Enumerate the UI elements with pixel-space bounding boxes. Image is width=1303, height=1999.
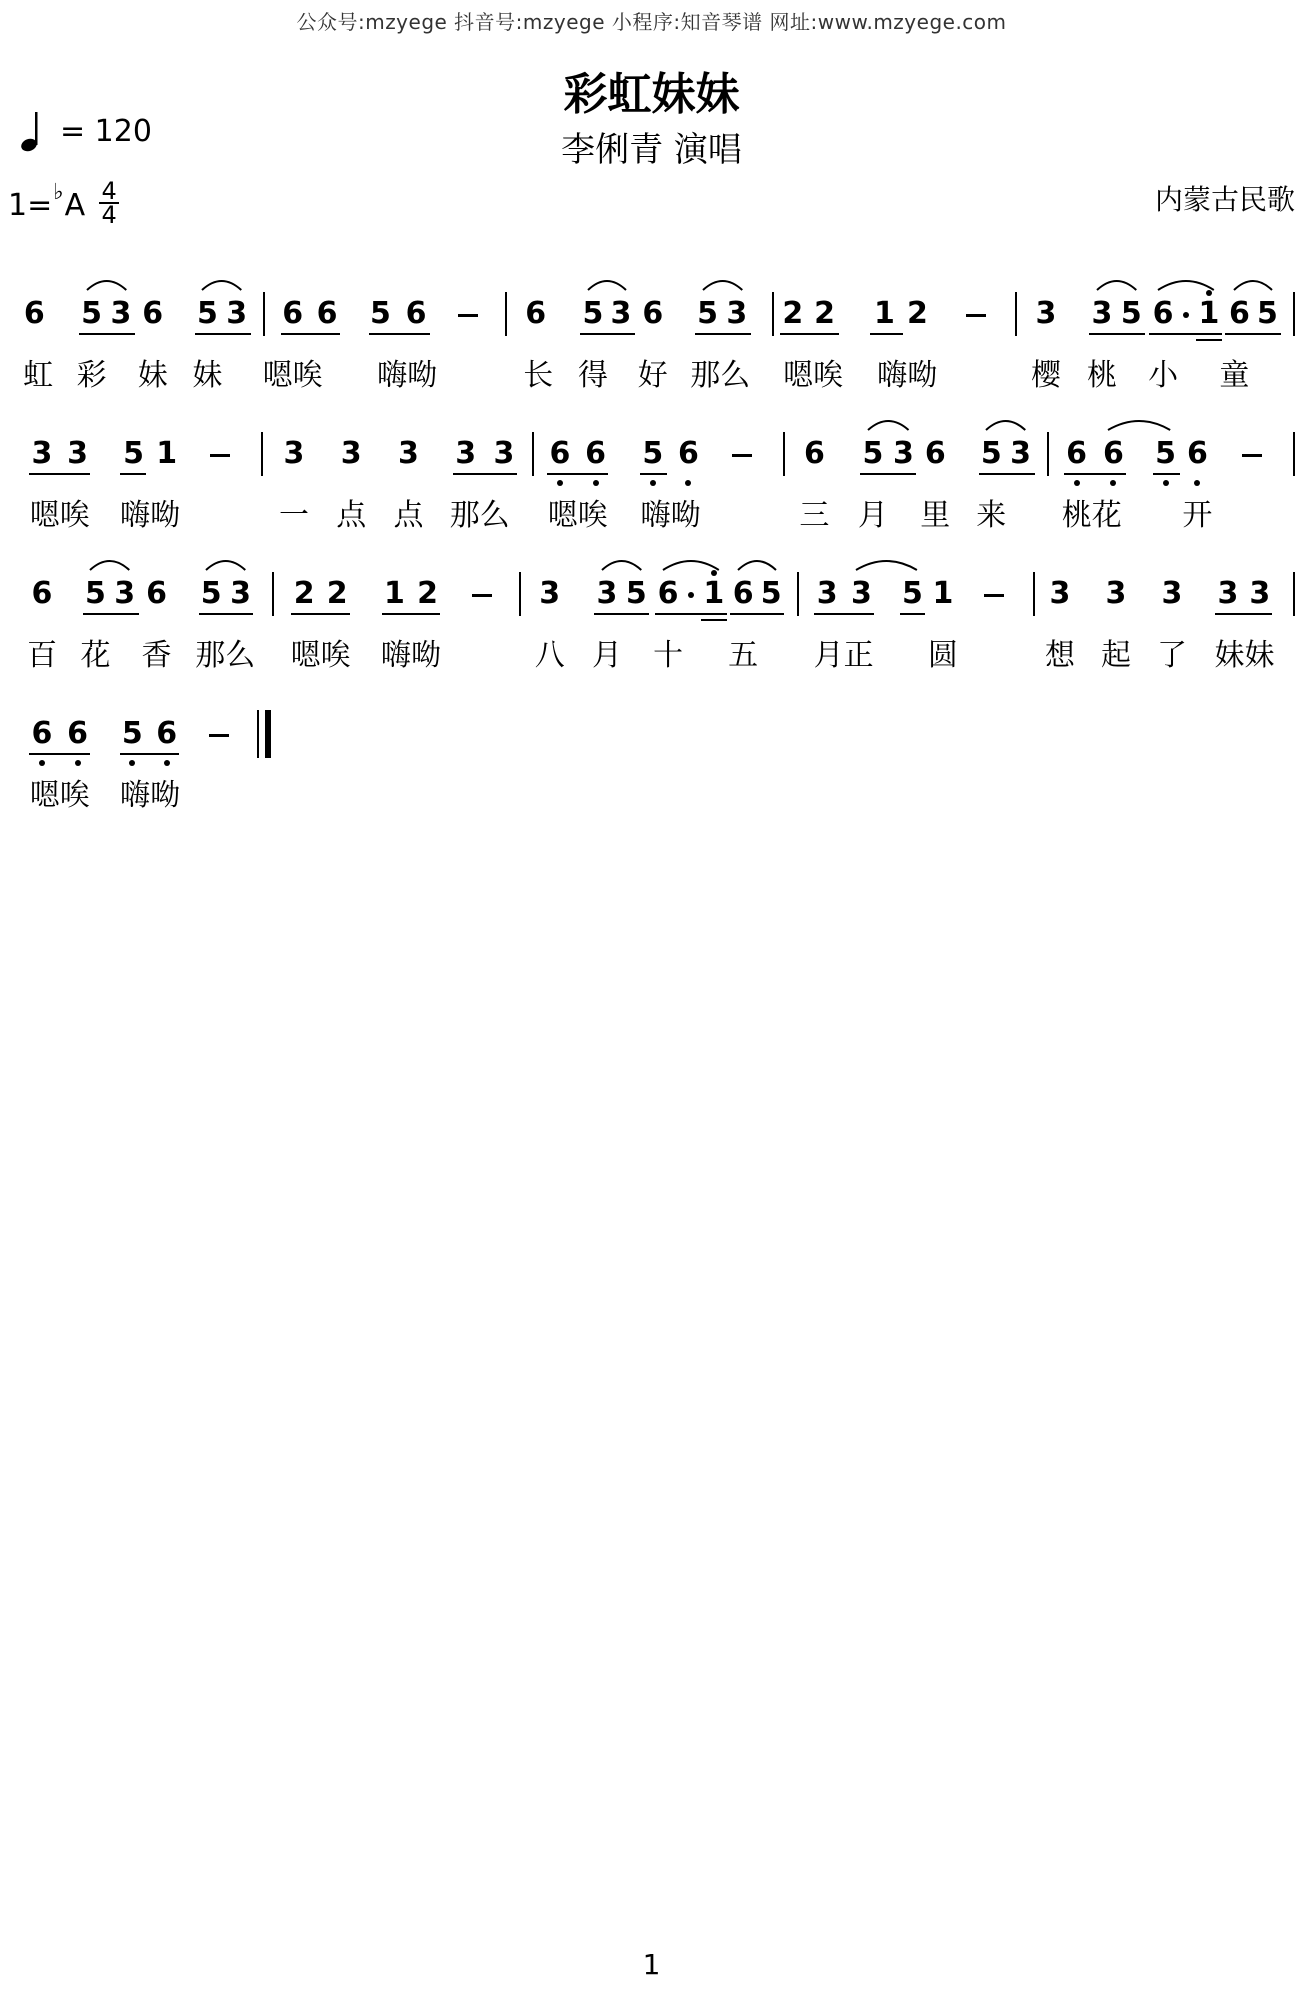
lyric: 妹 (192, 358, 223, 393)
augmentation-dot (1183, 312, 1189, 318)
lyric: 嗨呦 (120, 778, 181, 813)
lyric: 好 (637, 358, 668, 393)
note: 6 (1103, 436, 1124, 471)
score-line-4 (0, 716, 1303, 836)
lyric: 嗯唉 (29, 498, 90, 533)
beam-underline (291, 613, 350, 615)
note: 5 (200, 576, 222, 611)
note: 6 (31, 576, 53, 611)
note: 3 (1035, 296, 1057, 331)
lyric: 虹 (23, 358, 54, 393)
beam-underline (195, 333, 251, 335)
beam-underline (1225, 333, 1281, 335)
beam-underline-double (701, 619, 726, 621)
note: 3 (1249, 576, 1271, 611)
slur (1096, 276, 1137, 292)
note: 6 (732, 576, 754, 611)
slur (201, 276, 242, 292)
lyric: 圆 (927, 638, 958, 673)
note: 2 (417, 576, 438, 611)
note: 6 (657, 576, 679, 611)
lyric: 长 (523, 358, 554, 393)
lyric: 小 (1148, 358, 1179, 393)
note: 2 (326, 576, 348, 611)
lyric: 来 (976, 498, 1007, 533)
quarter-note-icon (20, 110, 42, 152)
note: 6 (316, 296, 338, 331)
slur (1233, 276, 1273, 292)
sustain-dash (1242, 454, 1262, 457)
barline (263, 292, 265, 336)
note: 3 (226, 296, 248, 331)
barline (505, 292, 507, 336)
note: 6 (677, 436, 699, 471)
note: 3 (726, 296, 748, 331)
final-barline-thin (257, 710, 259, 758)
barline (1047, 432, 1049, 476)
note: 6 (642, 296, 664, 331)
beam-underline (79, 333, 135, 335)
note: 3 (816, 576, 838, 611)
lyric: 嗯唉 (783, 358, 844, 393)
low-octave-dot (685, 480, 691, 486)
time-denominator: 4 (101, 201, 117, 229)
slur (867, 416, 910, 432)
beam-underline (655, 613, 726, 615)
score-line-3 (0, 576, 1303, 696)
beam-underline (979, 473, 1035, 475)
note: 3 (893, 436, 914, 471)
lyric: 桃 (1086, 358, 1117, 393)
lyric: 三 (799, 498, 830, 533)
sustain-dash (472, 594, 492, 597)
note: 3 (1010, 436, 1031, 471)
note: 2 (782, 296, 804, 331)
lyric: 嗨呦 (640, 498, 701, 533)
slur (1157, 276, 1215, 292)
note: 6 (31, 716, 53, 751)
song-origin: 内蒙古民歌 (1154, 183, 1295, 216)
beam-underline (83, 613, 139, 615)
low-octave-dot (1074, 480, 1080, 486)
beam-underline-double (1196, 339, 1221, 341)
note: 5 (760, 576, 782, 611)
beam-underline (29, 753, 90, 755)
note: 3 (31, 436, 53, 471)
slur (855, 556, 918, 572)
slur (737, 556, 777, 572)
lyric: 点 (393, 498, 424, 533)
beam-underline (1215, 613, 1272, 615)
note: 5 (697, 296, 718, 331)
low-octave-dot (75, 760, 81, 766)
lyric: 桃花 (1061, 498, 1122, 533)
lyric: 想 (1044, 638, 1075, 673)
lyric: 月 (857, 498, 888, 533)
note: 3 (493, 436, 515, 471)
note: 1 (156, 436, 178, 471)
time-signature (99, 177, 119, 229)
beam-underline (900, 613, 925, 615)
note: 6 (282, 296, 304, 331)
slur (601, 556, 642, 572)
sustain-dash (732, 454, 752, 457)
note: 6 (156, 716, 178, 751)
note: 3 (539, 576, 561, 611)
key-signature (8, 177, 119, 234)
sustain-dash (966, 314, 986, 317)
beam-underline (120, 473, 147, 475)
note: 3 (1161, 576, 1183, 611)
barline (1015, 292, 1017, 336)
slur (662, 556, 720, 572)
note: 6 (146, 576, 167, 611)
note: 3 (340, 436, 362, 471)
note: 5 (1155, 436, 1177, 471)
note: 6 (23, 296, 45, 331)
lyric: 八 (534, 638, 565, 673)
lyric: 嗯唉 (262, 358, 323, 393)
tempo-marking (20, 110, 152, 152)
lyric: 嗯唉 (547, 498, 608, 533)
sustain-dash (210, 454, 230, 457)
sustain-dash (458, 314, 478, 317)
note: 6 (549, 436, 571, 471)
note: 3 (610, 296, 632, 331)
note: 1 (873, 296, 895, 331)
low-octave-dot (164, 760, 170, 766)
low-octave-dot (557, 480, 563, 486)
page-number: 1 (642, 1948, 661, 1981)
note: 2 (293, 576, 315, 611)
note: 6 (585, 436, 606, 471)
note: 3 (455, 436, 477, 471)
slur (205, 556, 246, 572)
note: 1 (703, 576, 725, 611)
beam-underline (870, 333, 903, 335)
note: 6 (1066, 436, 1087, 471)
lyric: 嗨呦 (377, 358, 438, 393)
note: 1 (384, 576, 405, 611)
note: 5 (370, 296, 391, 331)
beam-underline (547, 473, 608, 475)
beam-underline (382, 613, 441, 615)
note: 5 (1120, 296, 1142, 331)
slur (89, 556, 130, 572)
note: 2 (814, 296, 836, 331)
note: 5 (1256, 296, 1278, 331)
beam-underline (1153, 473, 1180, 475)
slur (587, 276, 627, 292)
beam-underline (199, 613, 254, 615)
note: 1 (932, 576, 954, 611)
lyric: 月 (591, 638, 622, 673)
beam-underline (1149, 333, 1222, 335)
lyric: 彩 (76, 358, 107, 393)
barline (532, 432, 534, 476)
note: 5 (642, 436, 664, 471)
lyric: 百 (26, 638, 57, 673)
slur (702, 276, 743, 292)
note: 3 (1217, 576, 1239, 611)
sustain-dash (984, 594, 1004, 597)
low-octave-dot (593, 480, 599, 486)
sustain-dash (209, 734, 229, 737)
note: 3 (596, 576, 618, 611)
note: 3 (67, 436, 89, 471)
barline (1033, 572, 1035, 616)
beam-underline (814, 613, 874, 615)
note: 6 (1186, 436, 1208, 471)
note: 6 (924, 436, 946, 471)
low-octave-dot (1163, 480, 1169, 486)
lyric: 嗨呦 (120, 498, 181, 533)
beam-underline (29, 473, 90, 475)
barline (772, 292, 774, 336)
lyric: 樱 (1030, 358, 1061, 393)
note: 6 (525, 296, 547, 331)
note: 5 (625, 576, 647, 611)
barline (797, 572, 799, 616)
lyric: 香 (141, 638, 172, 673)
lyric: 嗨呦 (877, 358, 938, 393)
note: 5 (582, 296, 604, 331)
beam-underline (120, 753, 180, 755)
note: 6 (67, 716, 89, 751)
page-header: 公众号:mzyege 抖音号:mzyege 小程序:知音琴谱 网址:www.mzyege.com (296, 10, 1007, 34)
lyric: 了 (1156, 638, 1187, 673)
lyric: 月正 (813, 638, 874, 673)
beam-underline (860, 473, 916, 475)
note: 5 (123, 436, 145, 471)
lyric: 开 (1182, 498, 1213, 533)
barline (519, 572, 521, 616)
barline (261, 432, 263, 476)
note: 6 (803, 436, 825, 471)
note: 6 (1152, 296, 1174, 331)
note: 5 (81, 296, 103, 331)
note: 3 (230, 576, 251, 611)
key-prefix: 1= (8, 188, 53, 223)
low-octave-dot (129, 760, 135, 766)
lyric: 童 (1219, 358, 1250, 393)
low-octave-dot (39, 760, 45, 766)
lyric: 起 (1100, 638, 1131, 673)
flat-icon: ♭ (53, 180, 64, 205)
note: 3 (114, 576, 136, 611)
note: 3 (1105, 576, 1127, 611)
note: 5 (121, 716, 143, 751)
beam-underline (580, 333, 635, 335)
note: 3 (110, 296, 132, 331)
augmentation-dot (688, 592, 694, 598)
low-octave-dot (1194, 480, 1200, 486)
beam-underline (640, 473, 667, 475)
low-octave-dot (650, 480, 656, 486)
beam-underline (369, 333, 430, 335)
lyric: 妹 (137, 358, 168, 393)
tempo-value: = 120 (60, 113, 152, 149)
time-numerator: 4 (101, 177, 117, 205)
lyric: 嗨呦 (381, 638, 442, 673)
lyric: 得 (577, 358, 608, 393)
barline (272, 572, 274, 616)
lyric: 花 (80, 638, 111, 673)
note: 6 (1228, 296, 1250, 331)
beam-underline (453, 473, 517, 475)
beam-underline (695, 333, 751, 335)
note: 5 (862, 436, 884, 471)
beam-underline (1089, 333, 1145, 335)
note: 1 (1198, 296, 1220, 331)
slur (1107, 416, 1171, 432)
lyric: 那么 (449, 498, 510, 533)
beam-underline (594, 613, 649, 615)
beam-underline (780, 333, 839, 335)
final-barline-thick (265, 710, 271, 758)
note: 5 (85, 576, 106, 611)
performer: 李俐青 演唱 (561, 130, 742, 170)
lyric: 妹妹 (1214, 638, 1275, 673)
note: 2 (907, 296, 928, 331)
barline (1293, 432, 1295, 476)
lyric: 那么 (195, 638, 256, 673)
note: 6 (405, 296, 427, 331)
score-line-2 (0, 436, 1303, 556)
note: 6 (142, 296, 164, 331)
note: 5 (980, 436, 1002, 471)
barline (1293, 572, 1295, 616)
slur (86, 276, 127, 292)
note: 3 (1091, 296, 1113, 331)
beam-underline (1064, 473, 1126, 475)
lyric: 十 (653, 638, 684, 673)
note: 5 (196, 296, 218, 331)
lyric: 那么 (690, 358, 751, 393)
lyric: 点 (336, 498, 367, 533)
lyric: 一 (278, 498, 309, 533)
lyric: 嗯唉 (290, 638, 351, 673)
note: 3 (1049, 576, 1071, 611)
lyric: 五 (728, 638, 759, 673)
barline (783, 432, 785, 476)
barline (1293, 292, 1295, 336)
lyric: 嗯唉 (29, 778, 90, 813)
key-note: A (64, 188, 86, 223)
beam-underline (730, 613, 783, 615)
note: 3 (851, 576, 872, 611)
beam-underline (281, 333, 340, 335)
slur (985, 416, 1026, 432)
note: 3 (398, 436, 419, 471)
note: 3 (283, 436, 305, 471)
score-line-1 (0, 296, 1303, 416)
song-title: 彩虹妹妹 (563, 69, 740, 120)
lyric: 里 (920, 498, 951, 533)
low-octave-dot (1110, 480, 1116, 486)
note: 5 (901, 576, 923, 611)
